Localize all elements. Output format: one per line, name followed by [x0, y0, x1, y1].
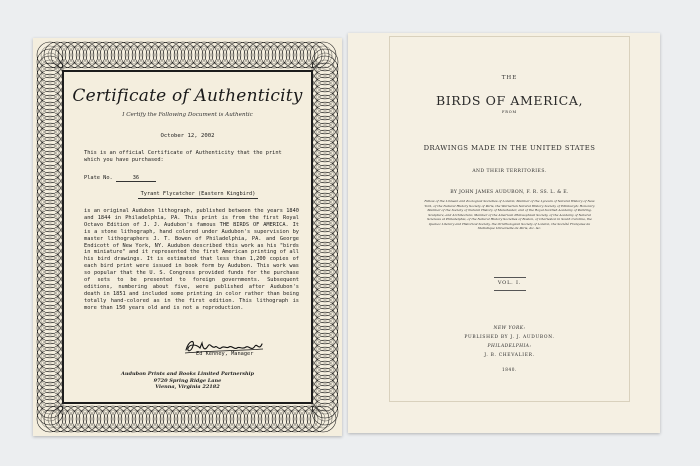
certificate-sheet	[33, 38, 342, 436]
certificate-footer	[64, 371, 311, 391]
footer-line: Vienna, Virginia 22182	[155, 384, 220, 390]
footer-line: 9720 Spring Ridge Lane	[153, 377, 222, 384]
rule	[494, 290, 526, 291]
title-drawings: DRAWINGS MADE IN THE UNITED STATES	[423, 144, 596, 152]
plate-mark	[389, 36, 630, 402]
author-credentials: Fellow of the Linnean and Zoological Societies of London; Member of the Lyceum of Natural History of New York, of the Natural History Society of Paris, the Wernerian Natural History Society of Edinburgh; Honorary Member of the Society of Natural History of Manchester, and of the Royal Scottish Academy of Painting, Sculpture, and Architecture; Member of the American Philosophical Society, of the Academy of Natural Sciences at Philadelphia, of the Natural History Societies of Boston, of Charleston in South Carolina, the Quebec Literary and Historical Society, the Ornithological Society of London, the Société Française de Statistique Universelle de Paris, &c. &c.	[424, 199, 595, 230]
title-from: FROM	[501, 110, 518, 114]
title-the: THE	[501, 75, 518, 81]
city-philadelphia: PHILADELPHIA:	[487, 344, 532, 349]
bird-name: Tyrant Flycatcher (Eastern Kingbird)	[138, 191, 258, 199]
printer: J. B. CHEVALIER.	[484, 353, 535, 358]
plate-label: Plate No.	[84, 175, 113, 181]
plate-number: 36	[116, 175, 156, 182]
title-territories: AND THEIR TERRITORIES.	[472, 169, 547, 174]
signer-name: Ed Kenney, Manager	[196, 351, 254, 357]
publisher: PUBLISHED BY J. J. AUDUBON.	[464, 335, 555, 340]
footer-line: Audubon Prints and Books Limited Partnership	[120, 371, 255, 377]
certificate-subtitle: I Certify the Following Document is Authentic	[122, 112, 253, 118]
certificate-title: Certificate of Authenticity	[72, 86, 303, 106]
publication-year: 1840.	[502, 367, 517, 372]
title-page-sheet	[348, 33, 660, 433]
author-line: BY JOHN JAMES AUDUBON, F. R. SS. L. & E.	[450, 190, 569, 195]
book-title: BIRDS OF AMERICA,	[435, 93, 584, 108]
certificate-panel	[62, 70, 313, 404]
plate-number-row	[84, 175, 156, 182]
certificate-date: October 12, 2002	[160, 133, 215, 139]
rule	[494, 277, 526, 278]
certificate-body: is an original Audubon lithograph, published between the years 1840 and 1844 in Philadelphia, PA. This print is from the first Royal Octavo Edition of J. J. Audubon's famous THE BIRDS OF AMERICA. It is a stone lithograph, hand colored under Audubon's supervision by master lithographers J. T. Bowen of Philadelphia, PA. and George Endicott of New York, NY. Audubon described this work as his "birds in miniature" and it represented the first American printing of all his bird drawings. It is estimated that less than 1,200 copies of each bird print were issued in book form by Audubon. This work was so popular that the U. S. Congress provided funds for the purchase of sets to be presented to foreign governments. Subsequent editions, numbering about five, were published after Audubon's death in 1851 and included some printing in color rather than being totally hand-colored as in the first edition. This lithograph is more than 150 years old and is not a reproduction.	[84, 208, 299, 311]
certificate-intro: This is an official Certificate of Authenticity that the print which you have purchased:	[84, 150, 282, 163]
city-new-york: NEW YORK:	[493, 326, 526, 331]
volume-label: VOL. I.	[497, 280, 522, 286]
